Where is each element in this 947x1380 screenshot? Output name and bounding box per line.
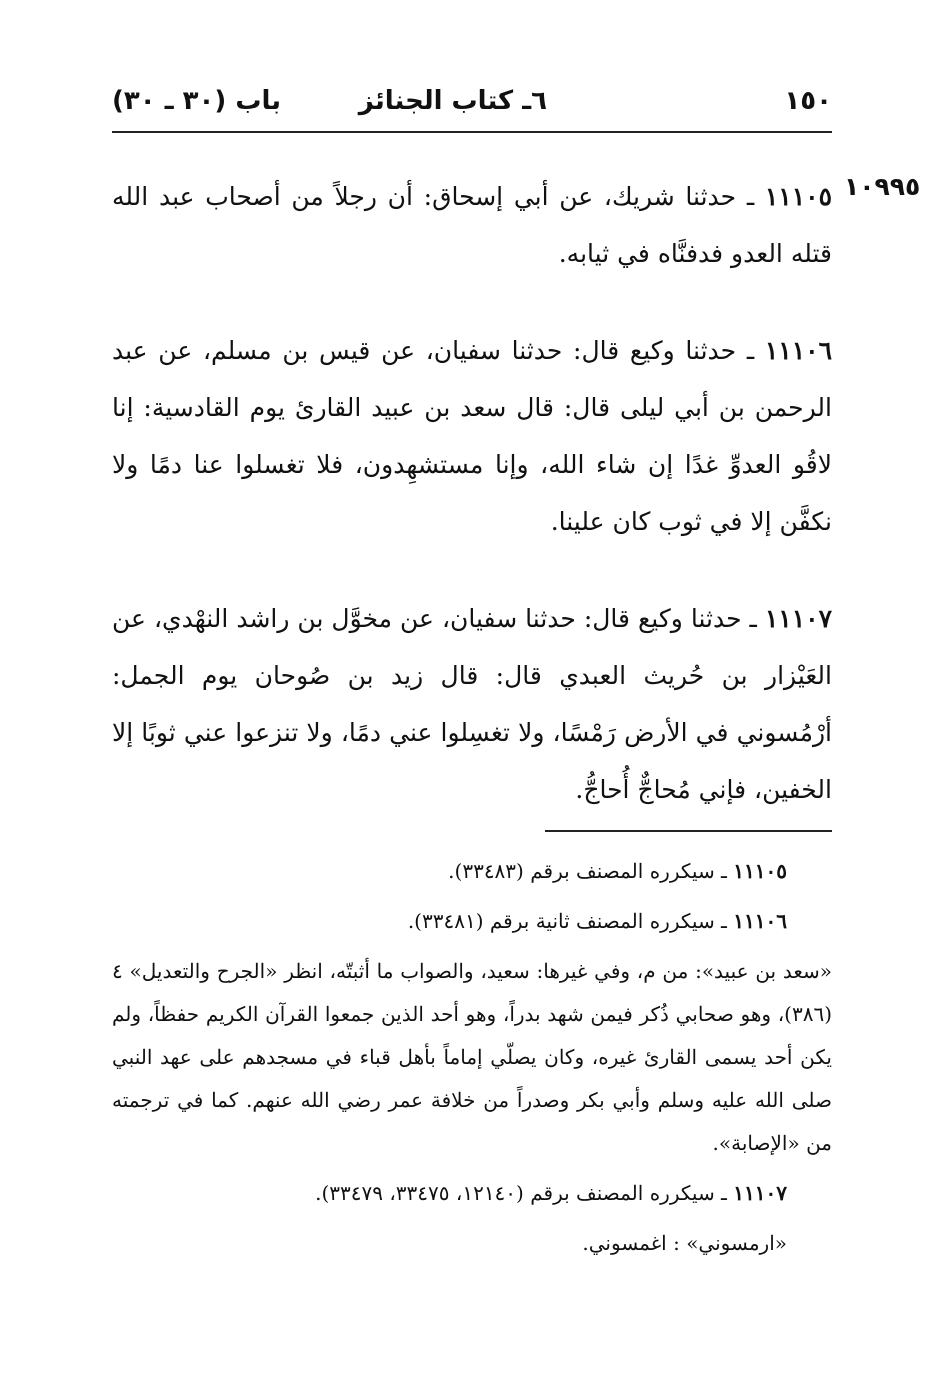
footnote-number: ١١١٠٥	[733, 859, 787, 883]
hadith-text: ـ حدثنا وكيع قال: حدثنا سفيان، عن قيس بن مسلم، عن عبد الرحمن بن أبي ليلى قال: قال سعد بن عبيد القارئ يوم القادسية: إنا لاقُو العدوِّ غدًا إن شاء الله، وإنا مستشهِدون، فلا تغسلوا عنا دمًا ولا نكفَّن إلا في ثوب كان علينا.	[112, 336, 832, 536]
book-title: ٦ـ كتاب الجنائز	[358, 86, 547, 116]
hadith-paragraph	[112, 590, 832, 818]
hadith-paragraph	[112, 322, 832, 550]
footnote-number: ١١١٠٧	[733, 1181, 787, 1205]
hadith-number: ١١١٠٦	[764, 336, 832, 365]
hadith-number: ١١١٠٧	[764, 604, 832, 633]
footnote	[112, 1222, 832, 1265]
footnote-text: «ارمسوني» : اغمسوني.	[582, 1231, 787, 1255]
footnotes	[112, 850, 832, 1272]
margin-number: ١٠٩٩٥	[844, 172, 921, 201]
footnote-text: ـ سيكرره المصنف ثانية برقم (٣٣٤٨١).	[407, 909, 734, 933]
header-divider	[112, 131, 832, 133]
page-number: ١٥٠	[784, 86, 832, 116]
footnote	[112, 850, 832, 893]
footnote-number: ١١١٠٦	[733, 909, 787, 933]
footnote	[112, 900, 832, 943]
footnote	[112, 950, 832, 1165]
footnote-text: ـ سيكرره المصنف برقم (٣٣٤٨٣).	[448, 859, 734, 883]
main-text	[112, 168, 832, 858]
hadith-text: ـ حدثنا شريك، عن أبي إسحاق: أن رجلاً من أصحاب عبد الله قتله العدو فدفنَّاه في ثيابه.	[112, 182, 832, 268]
hadith-text: ـ حدثنا وكيع قال: حدثنا سفيان، عن مخوَّل بن راشد النهْدي، عن العَيْزار بن حُريث العبدي قال: قال زيد بن صُوحان يوم الجمل: أرْمُسوني في الأرض رَمْسًا، ولا تغسِلوا عني دمًا، ولا تنزعوا عني ثوبًا إلا الخفين، فإني مُحاجٌّ أُحاجُّ.	[112, 604, 832, 804]
footnote	[112, 1172, 832, 1215]
page-header	[112, 86, 832, 126]
footnote-text: ـ سيكرره المصنف برقم (١٢١٤٠، ٣٣٤٧٥، ٣٣٤٧٩).	[315, 1181, 734, 1205]
hadith-paragraph	[112, 168, 832, 282]
footnote-text: «سعد بن عبيد»: من م، وفي غيرها: سعيد، والصواب ما أثبتّه، انظر «الجرح والتعديل» ٤ (٣٨٦)، وهو صحابي ذُكر فيمن شهد بدراً، وهو أحد الذين جمعوا القرآن الكريم حفظاً، ولم يكن أحد يسمى القارئ غيره، وكان يصلّي إماماً بأهل قباء في مسجدهم على عهد النبي صلى الله عليه وسلم وأبي بكر وصدراً من خلافة عمر رضي الله عنهم. كما في ترجمته من «الإصابة».	[112, 959, 832, 1155]
hadith-number: ١١١٠٥	[764, 182, 832, 211]
chapter-label: باب (٣٠ ـ ٣٠)	[112, 86, 281, 116]
footnote-divider	[545, 830, 832, 832]
